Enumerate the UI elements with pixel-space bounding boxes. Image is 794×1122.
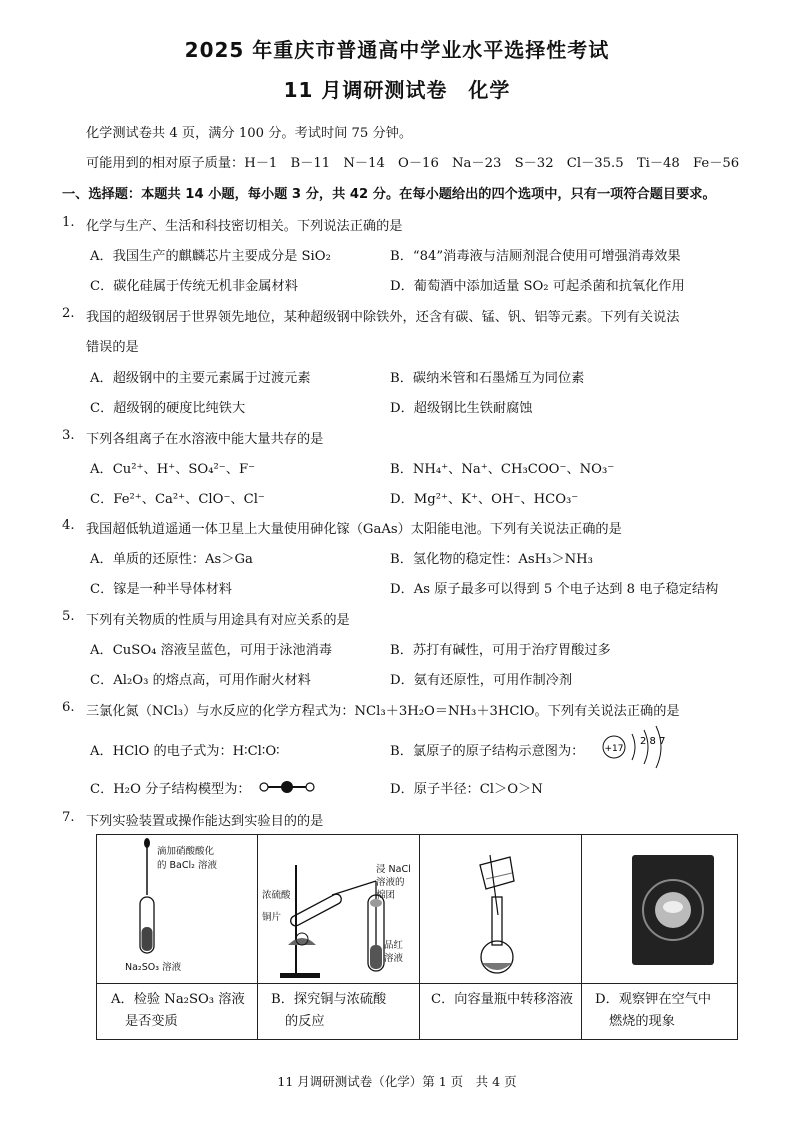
experiment-c-figure <box>420 835 580 983</box>
nucleus-charge: +17 <box>604 744 624 754</box>
exam-title: 2025 年重庆市普通高中学业水平选择性考试 <box>184 38 610 62</box>
dye-label-1: 品红 <box>384 940 404 951</box>
water-molecule-model <box>258 780 318 794</box>
question-1-option-d: D．葡萄酒中添加适量 SO₂ 可起杀菌和抗氧化作用 <box>390 279 685 294</box>
question-5-option-a: A．CuSO₄ 溶液呈蓝色，可用于泳池消毒 <box>90 643 333 658</box>
caption-line: B．探究铜与浓硫酸 <box>271 992 387 1007</box>
question-2-number: 2. <box>62 306 75 321</box>
question-5-stem: 下列有关物质的性质与用途具有对应关系的是 <box>86 613 350 628</box>
question-2-option-b: B．碳纳米管和石墨烯互为同位素 <box>390 371 585 386</box>
question-2-option-a: A．超级钢中的主要元素属于过渡元素 <box>90 371 311 386</box>
question-5-option-d: D．氨有还原性，可用作制冷剂 <box>390 673 573 688</box>
potassium-burning-photo <box>632 855 714 965</box>
question-4-option-b: B．氢化物的稳定性：AsH₃＞NH₃ <box>390 552 593 567</box>
acid-label: 浓硫酸 <box>262 890 291 901</box>
chlorine-atom-diagram <box>600 722 680 770</box>
page-footer: 11 月调研测试卷（化学）第 1 页 共 4 页 <box>277 1074 517 1089</box>
question-1-stem: 化学与生产、生活和科技密切相关。下列说法正确的是 <box>86 219 403 234</box>
question-2-option-c: C．超级钢的硬度比纯铁大 <box>90 401 246 416</box>
caption-line: 是否变质 <box>125 1014 178 1029</box>
experiment-b-caption <box>271 989 386 1033</box>
question-5-option-b: B．苏打有碱性，可用于治疗胃酸过多 <box>390 643 611 658</box>
question-3-stem: 下列各组离子在水溶液中能大量共存的是 <box>86 432 324 447</box>
question-7-stem: 下列实验装置或操作能达到实验目的的是 <box>86 814 324 829</box>
exam-subtitle: 11 月调研测试卷 化学 <box>283 78 511 102</box>
question-2-option-d: D．超级钢比生铁耐腐蚀 <box>390 401 533 416</box>
caption-line: 燃烧的现象 <box>609 1014 675 1029</box>
question-3-option-c: C．Fe²⁺、Ca²⁺、ClO⁻、Cl⁻ <box>90 492 265 507</box>
question-2-stem-line-2: 错误的是 <box>86 340 139 355</box>
question-3-option-a: A．Cu²⁺、H⁺、SO₄²⁻、F⁻ <box>90 462 256 477</box>
reagent-label-2: 的 BaCl₂ 溶液 <box>157 860 217 871</box>
question-3-option-b: B．NH₄⁺、Na⁺、CH₃COO⁻、NO₃⁻ <box>390 462 615 477</box>
table-divider <box>97 983 737 984</box>
reagent-label-1: 滴加硝酸酸化 <box>157 846 215 857</box>
question-1-option-c: C．碳化硅属于传统无机非金属材料 <box>90 279 298 294</box>
question-1-option-a: A．我国生产的麒麟芯片主要成分是 SiO₂ <box>90 249 331 264</box>
section-heading: 一、选择题：本题共 14 小题，每小题 3 分，共 42 分。在每小题给出的四个选项中，只有一项符合题目要求。 <box>62 187 716 202</box>
experiment-a-caption <box>111 989 245 1033</box>
experiment-c-caption <box>431 989 573 1011</box>
copper-label: 铜片 <box>262 912 282 923</box>
question-7-number: 7. <box>62 810 75 825</box>
question-6-option-c: C．H₂O 分子结构模型为： <box>90 782 251 797</box>
caption-line: 的反应 <box>285 1014 325 1029</box>
experiment-table <box>96 834 738 1040</box>
electron-shells: 2 8 7 <box>640 736 666 747</box>
intro-line-1: 化学测试卷共 4 页，满分 100 分。考试时间 75 分钟。 <box>86 126 413 141</box>
question-4-stem: 我国超低轨道遥通一体卫星上大量使用砷化镓（GaAs）太阳能电池。下列有关说法正确的是 <box>86 522 622 537</box>
question-6-option-d: D．原子半径：Cl＞O＞N <box>390 782 543 797</box>
question-4-option-c: C．镓是一种半导体材料 <box>90 582 232 597</box>
cotton-label-2: 溶液的 <box>376 877 405 888</box>
experiment-d-figure <box>582 835 738 983</box>
cotton-label-1: 浸 NaCl <box>376 864 411 875</box>
intro-line-2: 可能用到的相对原子质量：H－1 B－11 N－14 O－16 Na－23 S－32 Cl－35.5 Ti－48 Fe－56 <box>86 156 740 171</box>
solution-label: Na₂SO₃ 溶液 <box>125 962 182 973</box>
question-6-stem: 三氯化氮（NCl₃）与水反应的化学方程式为：NCl₃＋3H₂O＝NH₃＋3HClO。下列有关说法正确的是 <box>86 704 680 719</box>
question-1-option-b: B．“84”消毒液与洁厕剂混合使用可增强消毒效果 <box>390 249 681 264</box>
question-3-option-d: D．Mg²⁺、K⁺、OH⁻、HCO₃⁻ <box>390 492 579 507</box>
question-3-number: 3. <box>62 428 75 443</box>
experiment-a-figure <box>97 835 257 983</box>
question-4-option-a: A．单质的还原性：As＞Ga <box>90 552 253 567</box>
question-5-number: 5. <box>62 609 75 624</box>
caption-line: A．检验 Na₂SO₃ 溶液 <box>111 992 245 1007</box>
question-6-number: 6. <box>62 700 75 715</box>
caption-line: C．向容量瓶中转移溶液 <box>431 992 573 1007</box>
dye-label-2: 溶液 <box>384 953 404 964</box>
cotton-label-3: 棉团 <box>376 890 396 901</box>
question-1-number: 1. <box>62 215 75 230</box>
question-2-stem-line-1: 我国的超级钢居于世界领先地位，某种超级钢中除铁外，还含有碳、锰、钒、铝等元素。下列有关说法 <box>86 310 680 325</box>
question-4-number: 4. <box>62 518 75 533</box>
question-6-option-a: A．HClO 的电子式为：H∶Cl∶O∶ <box>90 744 280 759</box>
experiment-b-figure <box>258 835 418 983</box>
question-5-option-c: C．Al₂O₃ 的熔点高，可用作耐火材料 <box>90 673 311 688</box>
experiment-d-caption <box>595 989 711 1033</box>
caption-line: D．观察钾在空气中 <box>595 992 712 1007</box>
question-4-option-d: D．As 原子最多可以得到 5 个电子达到 8 电子稳定结构 <box>390 582 719 597</box>
question-6-option-b: B．氯原子的原子结构示意图为： <box>390 744 585 759</box>
